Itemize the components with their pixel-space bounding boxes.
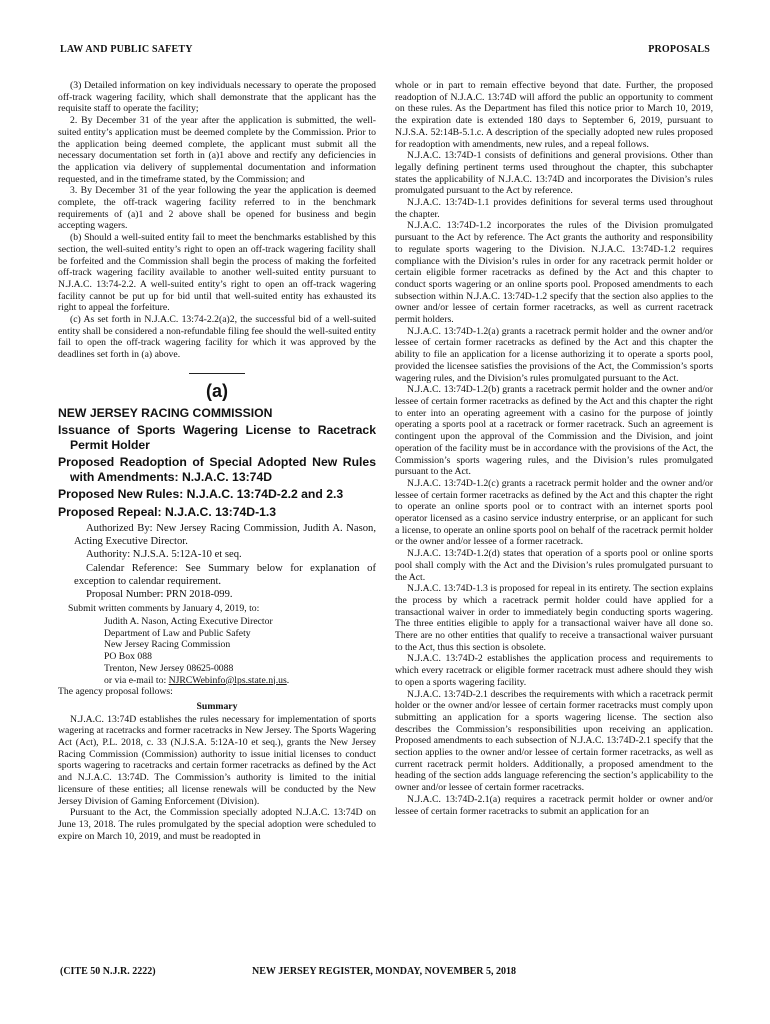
body-paragraph: (3) Detailed information on key individuals necessary to operate the proposed off-track wagering facility, which shall demonstrate that the applicant has the requisite staff to operate the facility; [58, 80, 376, 115]
body-paragraph: 2. By December 31 of the year after the application is submitted, the well-suited entity’s application must be deemed complete by the Commission. Prior to the application being deemed complete, the applicant must submit all the necessary documentation set forth in (a)1 above and rectify any deficiencies in the application via delivery of supplemental documentation and information requested, and in the timeframe stated, by the Commission; and [58, 115, 376, 185]
section-letter: (a) [206, 380, 228, 401]
body-paragraph: N.J.A.C. 13:74D-1 consists of definitions and general provisions. Other than legally defining pertinent terms used throughout the chapter, this subchapter states the applicability of N.J.A.C. 13:74D and incorporates the Division’s rules promulgated pursuant to the Act by reference. [395, 150, 713, 197]
left-column [58, 80, 376, 842]
running-header-left: LAW AND PUBLIC SAFETY [60, 44, 193, 55]
summary-paragraph: Pursuant to the Act, the Commission specially adopted N.J.A.C. 13:74D on June 13, 2018. The rules promulgated by the special adoption were scheduled to expire on March 10, 2019, and must be readopted in [58, 807, 376, 842]
summary-paragraph: N.J.A.C. 13:74D establishes the rules necessary for implementation of sports wagering at racetracks and former racetracks in New Jersey. The Sports Wagering Act (Act), P.L. 2018, c. 33 (N.J.S.A. 5:12A-10 et seq.), grants the New Jersey Racing Commission (Commission) authority to issue initial licenses to conduct sports wagering to racetracks and certain former racetracks as defined by the Act and N.J.A.C. 13:74D. The Commission’s authority is limited to the initial licensure of these entities; all license renewals will be conducted by the New Jersey Division of Gaming Enforcement (Division). [58, 713, 376, 807]
body-paragraph: whole or in part to remain effective beyond that date. Further, the proposed readoption of N.J.A.C. 13:74D will afford the public an opportunity to comment on these rules. As the Department has filed this notice prior to March 10, 2019, the expiration date is extended 180 days to September 6, 2019, pursuant to N.J.S.A. 52:14B-5.1.c. A description of the specially adopted new rules proposed for readoption with amendments, new rules, and a repeal follows. [395, 80, 713, 150]
body-paragraph: N.J.A.C. 13:74D-1.2 incorporates the rules of the Division promulgated pursuant to the Act by reference. The Act grants the authority and responsibility to regulate sports wagering to the Division. N.J.A.C. 13:74D-1.2 requires compliance with the Division’s rules in order for any racetrack permit holder or certain eligible former racetracks as defined by the Act and this chapter to conduct sports wagering or an online sports pool. Proposed amendments to each subsection within N.J.A.C. 13:74D-1.2 specify that the section also applies to the owner and/or lessee of certain former racetracks, as well as current racetrack permit holders. [395, 220, 713, 326]
address-line: Trenton, New Jersey 08625-0088 [104, 662, 234, 674]
rule-title: Proposed New Rules: N.J.A.C. 13:74D-2.2 and 2.3 [58, 487, 344, 502]
rule-title: Issuance of Sports Wagering License to Racetrack Permit Holder [58, 423, 376, 452]
calendar-reference: Calendar Reference: See Summary below for explanation of exception to calendar requirement. [74, 562, 376, 587]
agency-heading: NEW JERSEY RACING COMMISSION [58, 405, 273, 420]
address-line: New Jersey Racing Commission [104, 639, 231, 651]
email-link[interactable]: NJRCWebinfo@lps.state.nj.us [168, 674, 287, 686]
body-paragraph: N.J.A.C. 13:74D-1.3 is proposed for repeal in its entirety. The section explains the process by which a racetrack permit holder could have applied for a transactional waiver in order to immediately begin conducting sports wagering. The three entities eligible to apply for a transactional waiver have all done so. There are no other entities that qualify to receive a transactional waiver pursuant to the Act, thus this section is obsolete. [395, 583, 713, 653]
running-header-right: PROPOSALS [648, 44, 710, 55]
body-paragraph: 3. By December 31 of the year following the year the application is deemed complete, the off-track wagering facility referred to in the benchmark requirements of (a)1 and 2 above shall be opened for business and begin accepting wagers. [58, 185, 376, 232]
email-line [104, 675, 376, 687]
right-column [395, 80, 713, 817]
body-paragraph: (c) As set forth in N.J.A.C. 13:74-2.2(a)2, the successful bid of a well-suited entity shall be considered a non-refundable filing fee should the well-suited entity fail to open the off-track wagering facility for which it was approved by the deadlines set forth in (a) above. [58, 314, 376, 361]
body-paragraph: N.J.A.C. 13:74D-1.2(c) grants a racetrack permit holder and the owner and/or lessee of certain former racetracks as defined by the Act and this chapter the right to operate an online sports pool or to contract with an internet sports pool operator licensed as a casino service industry enterprise, or an applicant for such a license, to operate an online sports pool on behalf of the racetrack permit holder or the owner and/or lessee of a former racetrack. [395, 477, 713, 548]
authorized-by: Authorized By: New Jersey Racing Commission, Judith A. Nason, Acting Executive Director. [74, 523, 376, 548]
footer-citation: (CITE 50 N.J.R. 2222) [60, 966, 156, 977]
body-paragraph: N.J.A.C. 13:74D-2.1 describes the requirements with which a racetrack permit holder or the owner and/or lessee of certain former racetracks must comply upon submitting an application for a sports wagering license. The section also describes the Commission’s responsibilities upon receiving an application. Proposed amendments to each subsection of N.J.A.C. 13:74D-2.1 specify that the section applies to the owner and/or lessee of certain former racetracks, as well as current racetrack permit holders. Additionally, a proposed amendment to the heading of the section adds language referencing the section’s applicability to the owner and/or lessee of certain former racetracks. [395, 688, 713, 794]
footer-register-date: NEW JERSEY REGISTER, MONDAY, NOVEMBER 5, 2018 [252, 966, 517, 977]
body-paragraph: N.J.A.C. 13:74D-1.1 provides definitions for several terms used throughout the chapter. [395, 197, 713, 220]
body-paragraph: (b) Should a well-suited entity fail to meet the benchmarks established by this section, the well-suited entity’s right to open an off-track wagering facility shall be forfeited and the Commission shall begin the process of making the forfeited off-track wagering facility available to another well-suited entity pursuant to N.J.A.C. 13:74-2.2. A well-suited entity’s right to open an off-track wagering facility cannot be put up for bid until that well-suited entity has exhausted its right to appeal the forfeiture. [58, 232, 376, 314]
address-line: Department of Law and Public Safety [104, 627, 251, 639]
body-paragraph: N.J.A.C. 13:74D-1.2(d) states that operation of a sports pool or online sports pool shall comply with the Act and the Division’s rules promulgated pursuant to the Act. [395, 548, 713, 583]
agency-proposal-follows: The agency proposal follows: [58, 686, 173, 698]
body-paragraph: N.J.A.C. 13:74D-1.2(b) grants a racetrack permit holder and the owner and/or lessee of certain former racetracks as defined by the Act and this chapter the right to enter into an operating agreement with a casino for the purpose of jointly operating a sports pool at a racetrack or former racetrack. Such an agreement is contingent upon the approval of the Commission and the Division, and joint operation of the facility must be in accordance with the provisions of the Act, the Commission’s sports wagering rules, and the Division’s rules promulgated pursuant to the Act. [395, 384, 713, 478]
section-divider [189, 373, 245, 374]
rule-title: Proposed Repeal: N.J.A.C. 13:74D-1.3 [58, 504, 277, 519]
body-paragraph: N.J.A.C. 13:74D-2 establishes the application process and requirements to which every racetrack or eligible former racetrack must adhere should they wish to open a sports wagering facility. [395, 653, 713, 688]
email-suffix: . [286, 674, 290, 686]
rule-title: Proposed Readoption of Special Adopted New Rules with Amendments: N.J.A.C. 13:74D [58, 455, 376, 484]
address-line: Judith A. Nason, Acting Executive Director [104, 616, 273, 627]
proposal-number: Proposal Number: PRN 2018-099. [86, 589, 233, 601]
submit-comments: Submit written comments by January 4, 2019, to: [68, 603, 260, 615]
body-paragraph: N.J.A.C. 13:74D-1.2(a) grants a racetrack permit holder and the owner and/or lessee of certain former racetracks as defined by the Act and this chapter the ability to file an application for a license authorizing it to operate a sports pool, provided the licensee satisfies the provisions of the Act, the Commission’s sports wagering rules, and the Division’s rules promulgated pursuant to the Act. [395, 325, 713, 384]
mailing-address [104, 616, 376, 686]
summary-heading: Summary [196, 700, 238, 712]
body-paragraph: N.J.A.C. 13:74D-2.1(a) requires a racetrack permit holder or owner and/or lessee of certain former racetracks to submit an application for an [395, 793, 713, 817]
email-prefix: or via e-mail to: [104, 674, 169, 686]
authority: Authority: N.J.S.A. 5:12A-10 et seq. [86, 549, 242, 561]
address-line: PO Box 088 [104, 651, 152, 663]
